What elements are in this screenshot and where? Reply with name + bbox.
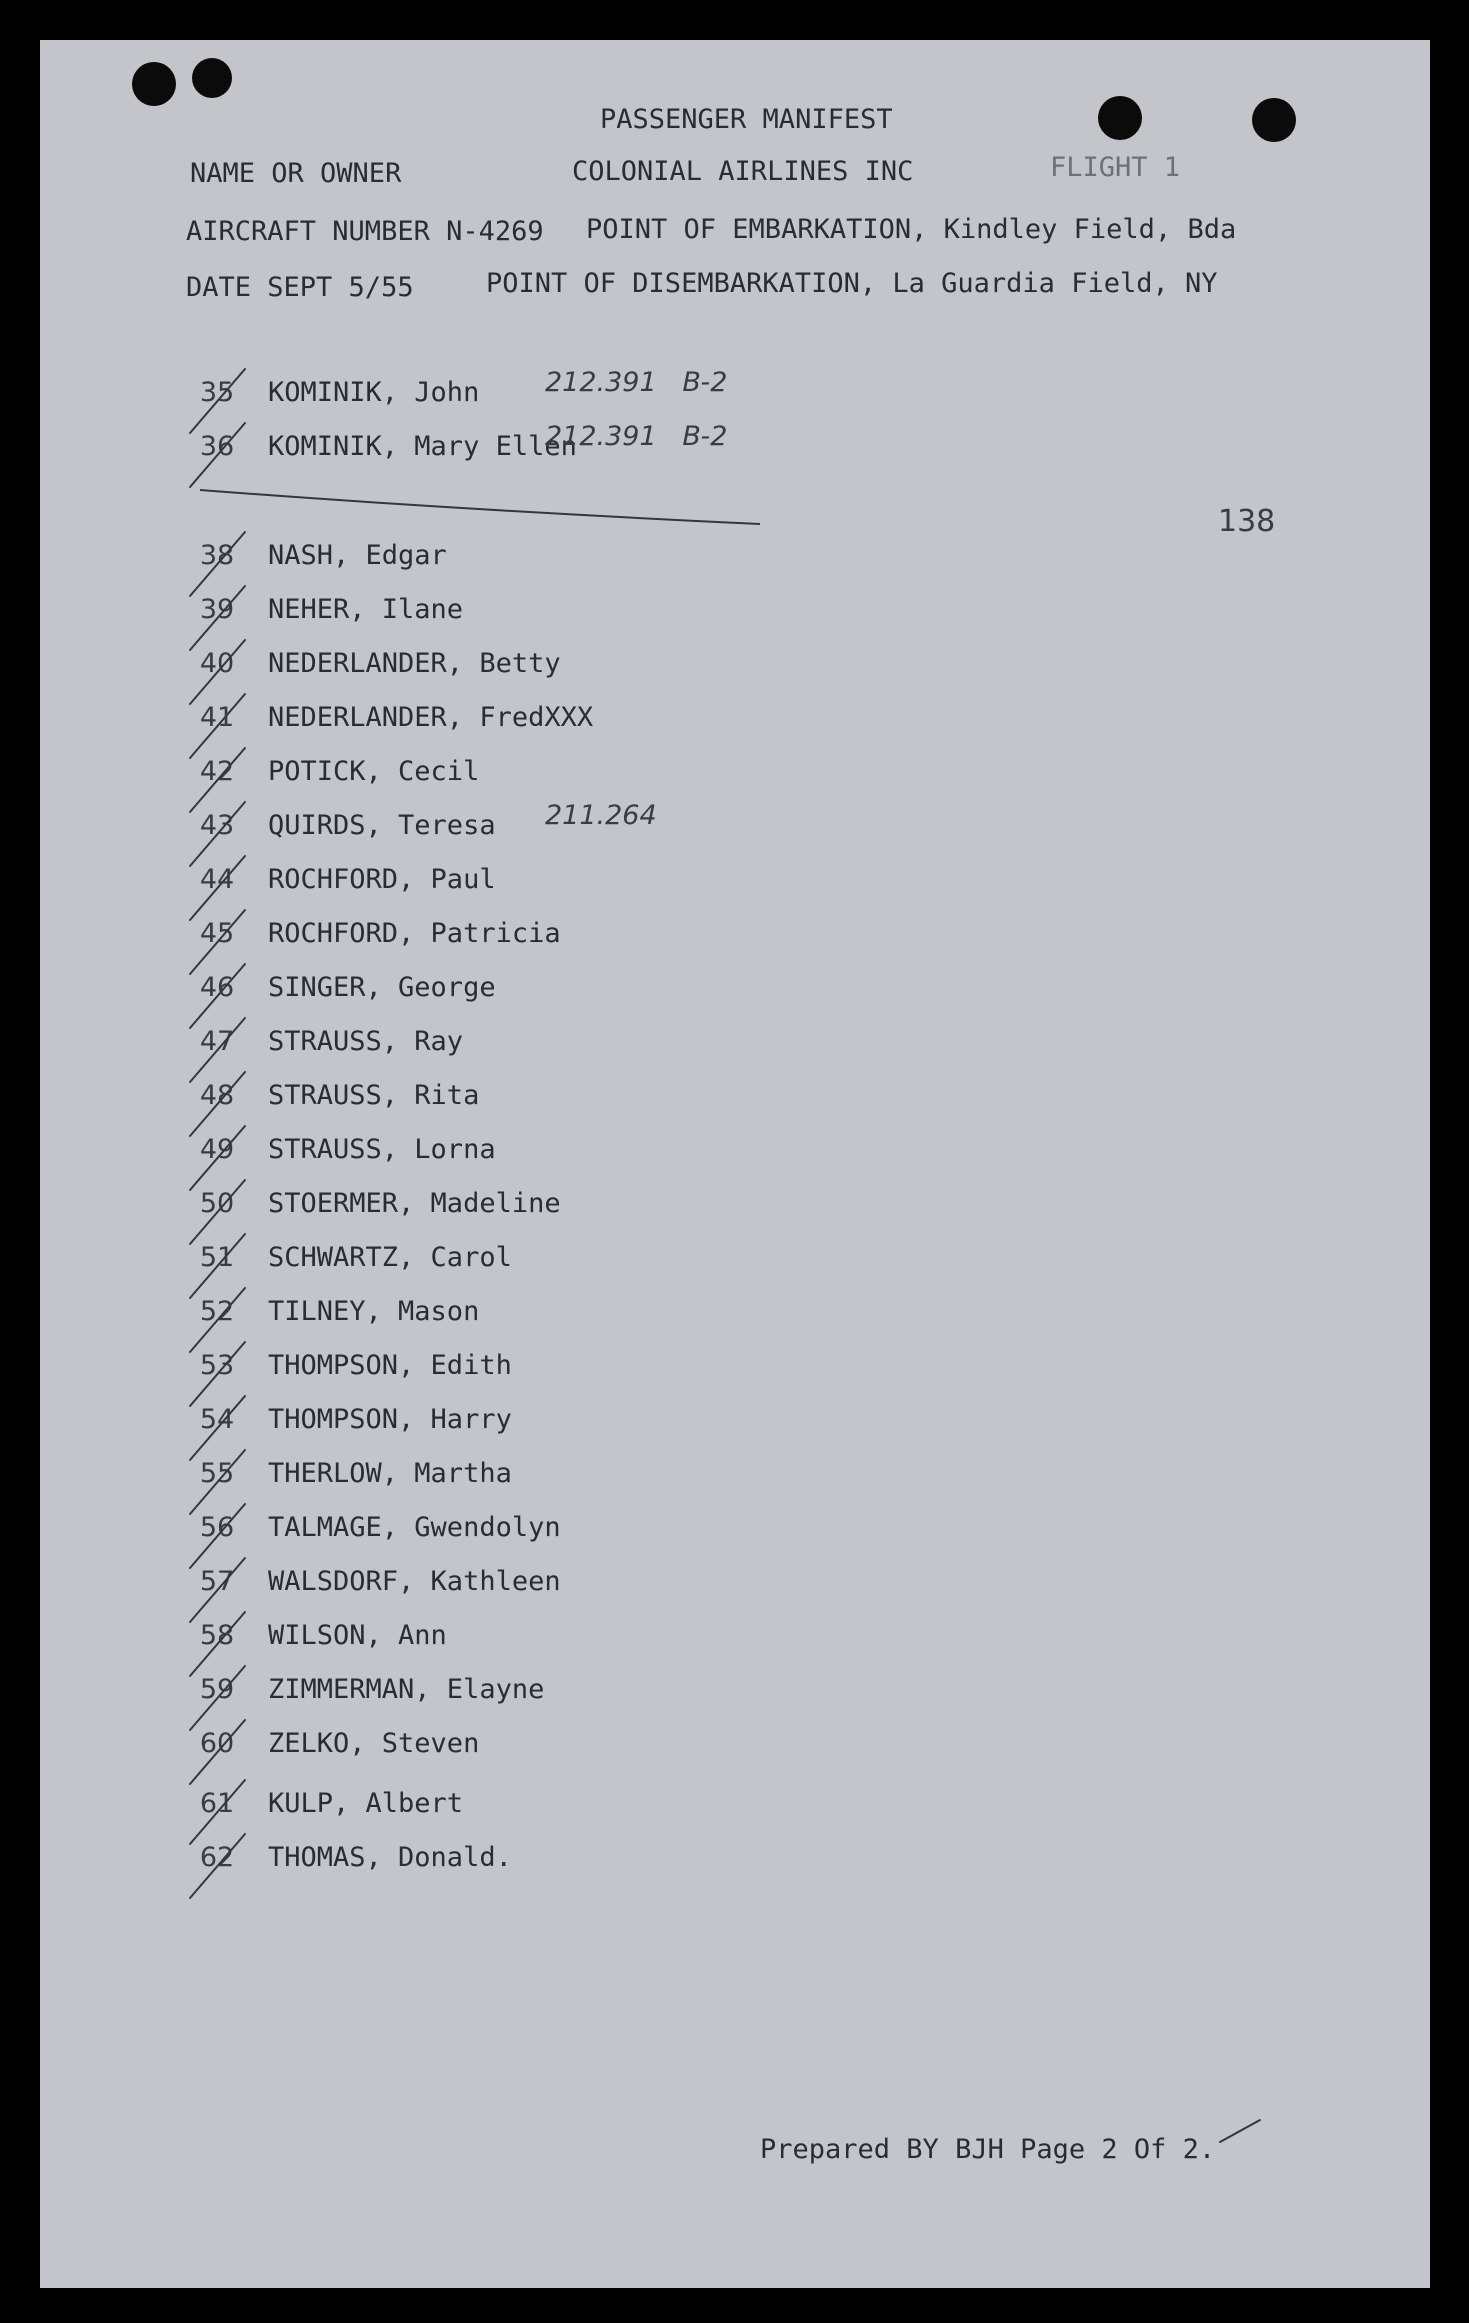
manifest-page [40,40,1430,2288]
footer-mark [1220,2120,1260,2142]
handwritten-note: 212.391 B-2 [545,421,728,452]
passenger-name: KOMINIK, John [268,377,480,408]
check-mark [190,1558,245,1622]
handwritten-page-number: 138 [1218,504,1276,539]
name-or-owner-label: NAME OR OWNER [190,158,402,189]
passenger-name: KOMINIK, Mary Ellen [268,431,577,462]
check-mark [190,1072,245,1136]
check-mark [190,369,245,433]
passenger-number: 43 [199,810,235,841]
passenger-name: NASH, Edgar [268,540,447,571]
owner-name: COLONIAL AIRLINES INC [572,156,914,187]
check-mark [190,1834,245,1898]
check-mark [190,1342,245,1406]
check-mark [190,964,245,1028]
passenger-number: 61 [199,1788,235,1819]
check-mark [190,1504,245,1568]
passenger-number: 50 [199,1188,235,1219]
passenger-number: 60 [199,1728,235,1759]
check-mark [190,1234,245,1298]
passenger-name: SINGER, George [268,972,496,1003]
passenger-number: 51 [199,1242,235,1273]
passenger-name: TALMAGE, Gwendolyn [268,1512,561,1543]
passenger-number: 54 [199,1404,235,1435]
passenger-name: ROCHFORD, Patricia [268,918,561,949]
passenger-number: 46 [199,972,235,1003]
check-mark [190,1180,245,1244]
check-mark [190,1450,245,1514]
passenger-number: 49 [199,1134,235,1165]
handwritten-note: 212.391 B-2 [545,367,728,398]
handwritten-tick-marks [40,40,1430,2288]
passenger-number: 55 [199,1458,235,1489]
passenger-name: THERLOW, Martha [268,1458,512,1489]
passenger-number: 44 [199,864,235,895]
passenger-name: NEDERLANDER, Betty [268,648,561,679]
passenger-number: 47 [199,1026,235,1057]
check-mark [190,748,245,812]
passenger-name: THOMPSON, Harry [268,1404,512,1435]
passenger-number: 38 [199,540,235,571]
handwritten-note: 211.264 [545,800,657,831]
check-mark [190,423,245,487]
passenger-name: QUIRDS, Teresa [268,810,496,841]
check-mark [190,856,245,920]
passenger-name: THOMPSON, Edith [268,1350,512,1381]
document-title: PASSENGER MANIFEST [600,104,893,135]
passenger-number: 39 [199,594,235,625]
passenger-number: 57 [199,1566,235,1597]
passenger-name: NEDERLANDER, FredXXX [268,702,594,733]
point-of-disembarkation: POINT OF DISEMBARKATION, La Guardia Field, NY [486,268,1218,299]
passenger-name: STRAUSS, Ray [268,1026,464,1057]
passenger-number: 48 [199,1080,235,1111]
flight-field: FLIGHT 1 [1050,152,1181,183]
passenger-number: 56 [199,1512,235,1543]
separator-line [200,490,760,524]
check-mark [190,1018,245,1082]
aircraft-number: AIRCRAFT NUMBER N-4269 [186,216,544,247]
footer-prepared-by: Prepared BY BJH Page 2 Of 2. [760,2134,1216,2165]
check-mark [190,910,245,974]
passenger-number: 36 [199,431,235,462]
passenger-name: WALSDORF, Kathleen [268,1566,561,1597]
passenger-name: ZELKO, Steven [268,1728,480,1759]
check-mark [190,1396,245,1460]
check-mark [190,640,245,704]
passenger-name: THOMAS, Donald. [268,1842,512,1873]
passenger-name: NEHER, Ilane [268,594,464,625]
passenger-name: ROCHFORD, Paul [268,864,496,895]
passenger-name: TILNEY, Mason [268,1296,480,1327]
check-mark [190,1720,245,1784]
passenger-number: 52 [199,1296,235,1327]
passenger-name: STOERMER, Madeline [268,1188,561,1219]
passenger-number: 42 [199,756,235,787]
passenger-number: 58 [199,1620,235,1651]
check-mark [190,1666,245,1730]
passenger-name: KULP, Albert [268,1788,464,1819]
check-mark [190,1780,245,1844]
passenger-name: POTICK, Cecil [268,756,480,787]
passenger-number: 45 [199,918,235,949]
point-of-embarkation: POINT OF EMBARKATION, Kindley Field, Bda [586,214,1237,245]
passenger-name: ZIMMERMAN, Elayne [268,1674,545,1705]
passenger-name: STRAUSS, Rita [268,1080,480,1111]
check-mark [190,694,245,758]
passenger-number: 62 [199,1842,235,1873]
passenger-number: 53 [199,1350,235,1381]
passenger-name: SCHWARTZ, Carol [268,1242,512,1273]
passenger-number: 41 [199,702,235,733]
check-mark [190,532,245,596]
passenger-number: 59 [199,1674,235,1705]
check-mark [190,1288,245,1352]
check-mark [190,1126,245,1190]
check-mark [190,1612,245,1676]
manifest-date: DATE SEPT 5/55 [186,272,414,303]
check-mark [190,586,245,650]
passenger-name: WILSON, Ann [268,1620,447,1651]
passenger-number: 40 [199,648,235,679]
check-mark [190,802,245,866]
passenger-name: STRAUSS, Lorna [268,1134,496,1165]
passenger-number: 35 [199,377,235,408]
